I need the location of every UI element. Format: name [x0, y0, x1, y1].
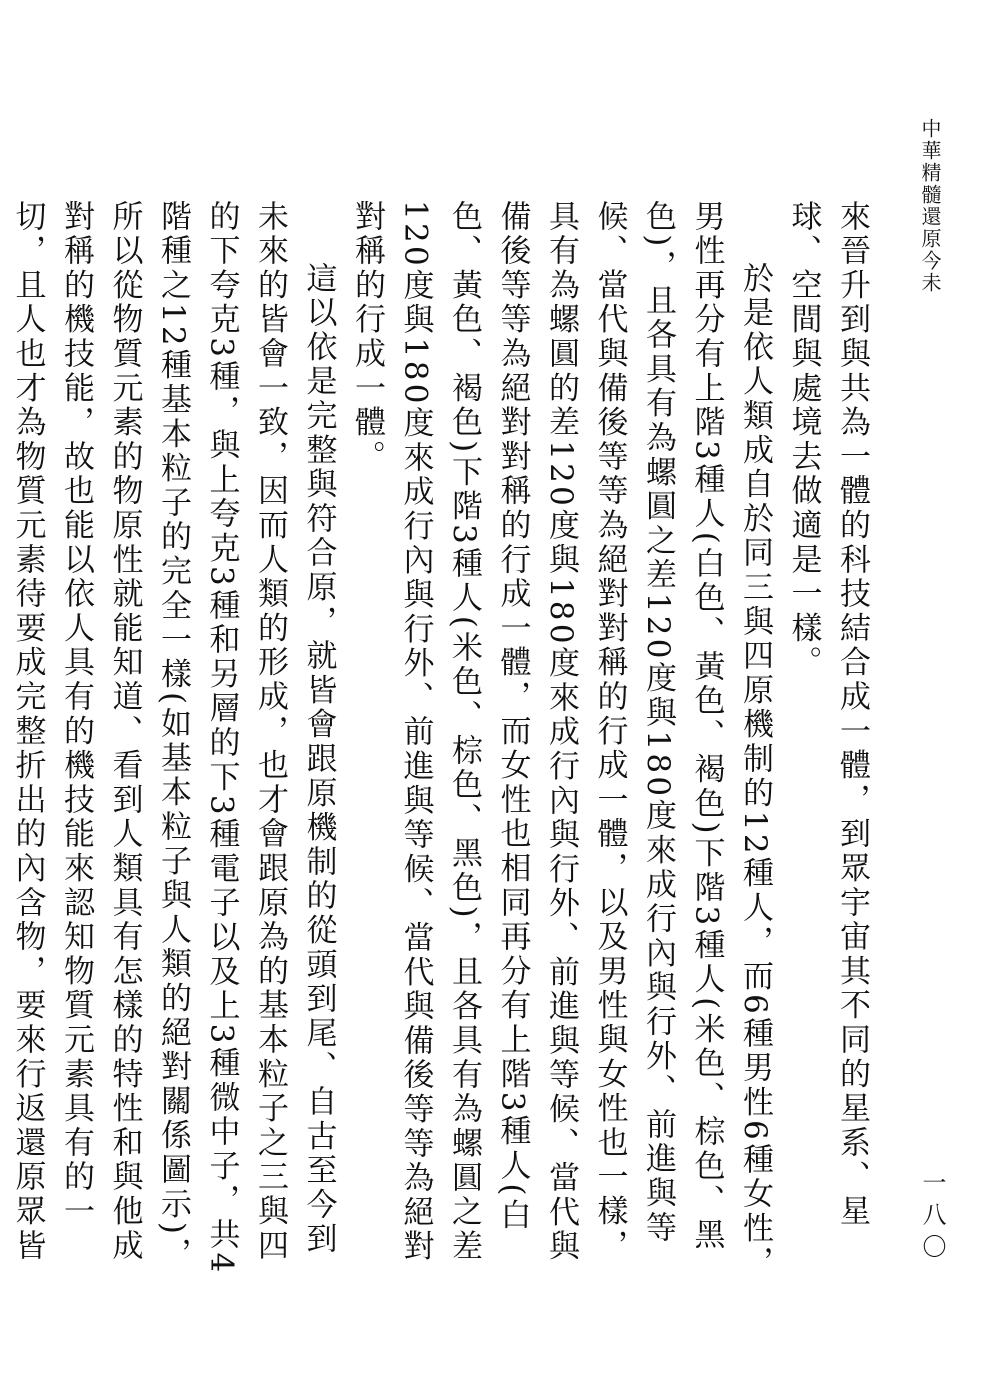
- page-number: 一八〇: [918, 1170, 946, 1266]
- paragraph-2: 於是依人類成自於同三與四原機制的12種人，而6種男性6種女性，男性再分有上階3種人(白色、黃色、褐色)下階3種人(米色、棕色、黑色)，且各具有為螺圓之差120度與180度來成行內與行外、前進與等候、當代與備後等等為絕對對稱的行成一體，以及男性與女性也一樣，具有為螺圓的差120度與180度來成行內與行外、前進與等候、當代與備後等等為絕對對稱的行成一體，而女性也相同再分有上階3種人(白色、黃色、褐色)下階3種人(米色、棕色、黑色)，且各具有為螺圓之差120度與180度來成行內與行外、前進與等候、當代與備後等等為絕對對稱的行成一體。: [349, 200, 773, 1281]
- running-head-title: 中華精髓還原今未: [918, 118, 942, 294]
- paragraph-1: 來晉升到與共為一體的科技結合成一體，到眾宇宙其不同的星系、星球、空間與處境去做適是一樣。: [785, 200, 870, 1229]
- paragraph-3: 這以依是完整與符合原，就皆會跟原機制的從頭到尾、自古至今到未來的皆會一致，因而人類的形成，也才會跟原為的基本粒子之三與四的下夸克3種，與上夸克3種和另層的下3種電子以及上3種微中子，共4階種之12種基本粒子的完全一樣(如基本粒子與人類的絕對關係圖示)，所以從物質元素的物原性就能知道、看到人類具有怎樣的特性和與他成對稱的機技能，故也能以依人具有的機技能來認知物質元素具有的一切，且人也才為物質元素待要成完整折出的內含物，要來行返還原眾皆: [9, 200, 337, 1276]
- body-text: [0, 200, 876, 1290]
